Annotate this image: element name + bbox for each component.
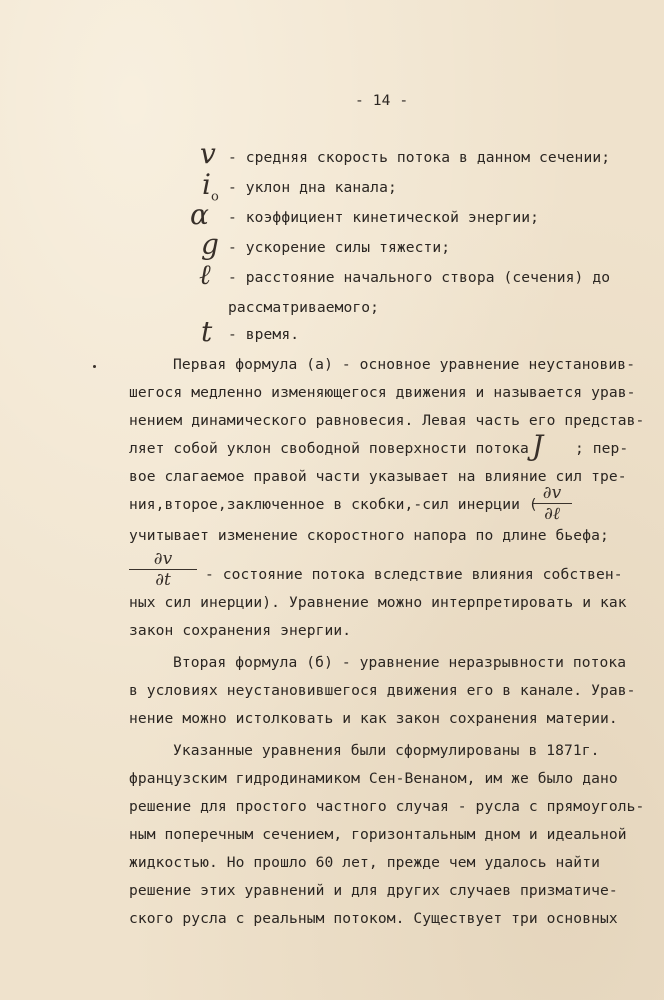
paragraph2-line2: в условиях неустановившегося движения его в канале. Урав-	[129, 682, 636, 699]
paragraph1-line4: ляет собой уклон свободной поверхности потока	[129, 440, 529, 457]
paragraph3-line7: ского русла с реальным потоком. Существует три основных	[129, 910, 618, 927]
definition-t: - время.	[228, 326, 300, 343]
symbol-J: J	[532, 429, 544, 462]
paragraph3-line1: Указанные уравнения были сформулированы в 1871г.	[173, 742, 600, 759]
definition-g: - ускорение силы тяжести;	[228, 239, 451, 256]
symbol-v: v	[200, 137, 216, 170]
paragraph1-line1: Первая формула (а) - основное уравнение неустановив-	[173, 356, 636, 373]
paragraph1-line6: ния,второе,заключенное в скобки,-сил инерции (	[129, 496, 538, 513]
paragraph1-line7: учитывает изменение скоростного напора по длине бьефа;	[129, 527, 609, 544]
symbol-i0: $i_o$	[202, 168, 219, 205]
paragraph1-line4-end: ; пер-	[575, 440, 629, 457]
paragraph3-line4: ным поперечным сечением, горизонтальным дном и идеальной	[129, 826, 627, 843]
paragraph3-line2: французским гидродинамиком Сен-Венаном, им же было дано	[129, 770, 618, 787]
paragraph1-line8: - состояние потока вследствие влияния собствен-	[205, 566, 623, 583]
symbol-t: t	[201, 315, 213, 348]
paragraph2-line3: нение можно истолковать и как закон сохранения материи.	[129, 710, 618, 727]
definition-l-continued: рассматриваемого;	[228, 299, 380, 316]
paragraph2-line1: Вторая формула (б) - уравнение неразрывности потока	[173, 654, 627, 671]
definition-alpha: - коэффициент кинетической энергии;	[228, 209, 540, 226]
paragraph1-line9: ных сил инерции). Уравнение можно интерпретировать и как	[129, 594, 627, 611]
margin-mark	[93, 365, 96, 368]
paragraph1-line2: шегося медленно изменяющегося движения и называется урав-	[129, 384, 636, 401]
paragraph1-line5: вое слагаемое правой части указывает на влияние сил тре-	[129, 468, 627, 485]
symbol-l: ℓ	[199, 258, 211, 291]
paragraph1-line10: закон сохранения энергии.	[129, 622, 352, 639]
paragraph1-line3: нением динамического равновесия. Левая часть его представ-	[129, 412, 645, 429]
paragraph3-line3: решение для простого частного случая - русла с прямоуголь-	[129, 798, 645, 815]
page-number: - 14 -	[355, 92, 409, 109]
paragraph3-line5: жидкостью. Но прошло 60 лет, прежде чем удалось найти	[129, 854, 600, 871]
fraction-dv-dl: ∂v ∂ℓ	[532, 484, 572, 523]
definition-i0: - уклон дна канала;	[228, 179, 397, 196]
definition-v: - средняя скорость потока в данном сечении;	[228, 149, 611, 166]
symbol-alpha: α	[190, 198, 209, 231]
symbol-g: g	[201, 228, 219, 261]
fraction-dv-dt: ∂v ∂t	[129, 550, 197, 589]
definition-l: - расстояние начального створа (сечения) до	[228, 269, 611, 286]
paragraph3-line6: решение этих уравнений и для других случаев призматиче-	[129, 882, 618, 899]
